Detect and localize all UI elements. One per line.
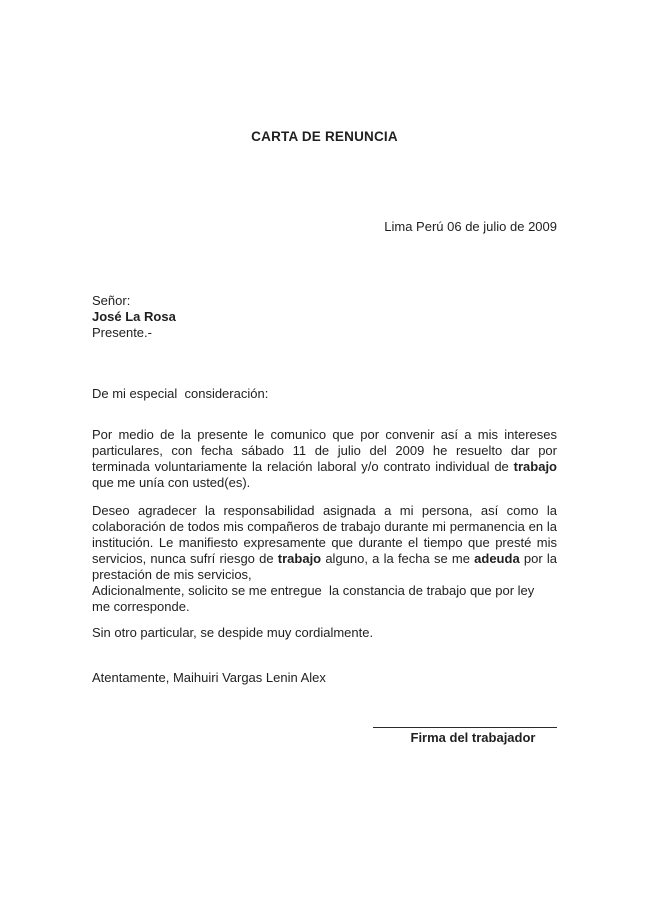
- letter-title: CARTA DE RENUNCIA: [251, 129, 398, 144]
- closing-line: Sin otro particular, se despide muy cordialmente.: [92, 625, 374, 640]
- paragraph2-main: [92, 503, 561, 583]
- paragraph2-addendum-line-2: me corresponde.: [92, 599, 190, 614]
- paragraph1-text-end: que me unía con usted(es).: [92, 459, 561, 490]
- recipient-salutation: Señor:: [92, 293, 131, 308]
- paragraph2-text-1: Deseo agradecer la responsabilidad asignada a mi persona, así como la colaboración de todos mis compañeros de trabajo durante mi permanencia en la institución. Le manifiesto expresamente que durante el tiempo que presté mis servicios, nunca sufrí riesgo de: [92, 503, 561, 566]
- paragraph2-bold-trabajo: trabajo: [277, 551, 322, 566]
- paragraph1-bold-trabajo: trabajo: [513, 459, 557, 474]
- recipient-block: [92, 293, 557, 341]
- paragraph2-text-2: alguno, a la fecha se me: [321, 551, 475, 566]
- recipient-presente: Presente.-: [92, 325, 152, 340]
- paragraph2-addendum-line-1: Adicionalmente, solicito se me entregue la constancia de trabajo que por ley: [92, 583, 535, 598]
- date-line: Lima Perú 06 de julio de 2009: [384, 219, 557, 234]
- paragraph2-text-3: por la prestación de mis servicios,: [92, 551, 561, 582]
- body-paragraph-1: [92, 427, 561, 491]
- recipient-name: José La Rosa: [92, 309, 176, 324]
- paragraph2-bold-adeuda: adeuda: [474, 551, 520, 566]
- signature-block: [373, 727, 557, 746]
- signature-label: Firma del trabajador: [410, 730, 536, 745]
- paragraph1-text-start: Por medio de la presente le comunico que por convenir así a mis intereses particulares, con fecha sábado 11 de julio del 2009 he resuelto dar por terminada voluntariamente la relación laboral y/o contrato individual de: [92, 427, 561, 474]
- greeting-line: De mi especial consideración:: [92, 386, 269, 401]
- attention-line: Atentamente, Maihuiri Vargas Lenin Alex: [92, 670, 326, 685]
- body-paragraph-2: [92, 503, 561, 615]
